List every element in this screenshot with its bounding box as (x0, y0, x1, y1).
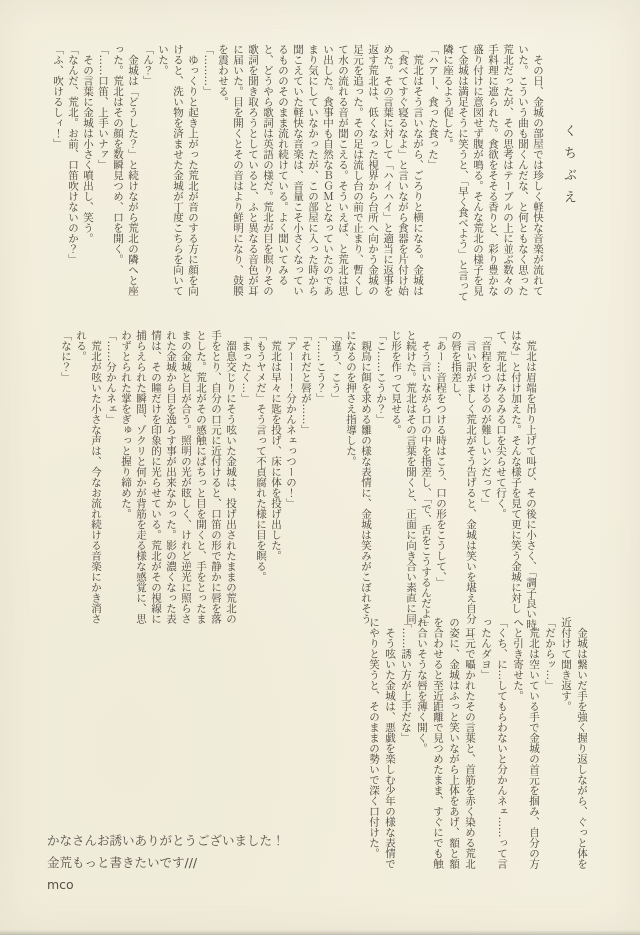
story-paragraph: 「アーーー！分かんネェっつーの！」 (285, 330, 297, 509)
story-paragraph: 金城は「どうした？」と続けながら荒北の隣へと座った。荒北はその顔を数瞬見つめ、口を開く。 (112, 44, 139, 296)
story-paragraph: 「違う、こう」 (330, 330, 342, 404)
story-paragraph: 「ハアー、食った食った」 (427, 44, 439, 170)
story-paragraph: そう言いながら口の中を指差し、「で、舌をこうするんだよ」と続けた。荒北はその言葉を聞くと、正面に向き合い素直に同じ形を作って見せる。 (390, 330, 432, 630)
story-paragraph: 「なに？」 (60, 330, 72, 383)
story-paragraph: 「もうヤメだ」そう言って不貞腐れた様に目を瞑る。 (255, 330, 267, 582)
story-paragraph: 「……誘い方が上手だな」 (400, 617, 412, 743)
story-paragraph: 「だからッ…」 (544, 617, 556, 691)
story-paragraph: 「あー…音程をつける時はこう、口の形をこうして、」 (435, 330, 447, 588)
story-paragraph: 荒北は空いている手で金城の首元を掴み、自分の方へと引き寄せた。 (512, 617, 540, 869)
story-paragraph: 荒北は早々に匙を投げ、床に体を投げ出した。 (270, 330, 282, 561)
story-paragraph: その言葉に金城は小さく噴出し、笑う。 (82, 44, 94, 244)
story-text-band-2 (58, 330, 538, 632)
story-paragraph: そう呟いた金城は、悪戯を楽しむ少年の様な表情でにやりと笑うと、そのままの勢いで深く口付けた。 (368, 617, 396, 869)
story-paragraph: 耳元で囁かれたその言葉と、首筋を赤く染める荒北の姿に、金城はふっと笑いながら上体をあげ、額と額を合わせると至近距離で見つめたまま、すぐにでも触れ合いそうな唇を薄く開く。 (416, 617, 476, 869)
story-paragraph: ゆっくりと起き上がった荒北が音のする方に顔を向けると、洗い物を済ませた金城が丁度こちらを向いていた。 (157, 44, 199, 296)
story-paragraph: 荒北は眉端を吊り上げて叫び、その後に小さく、「調子良い時はな」と付け加えた。そんな様子を見て更に笑う金城に対して、荒北はみるみる口を尖らせて行く。 (495, 330, 537, 630)
story-text-band-3 (366, 617, 590, 871)
story-paragraph: 荒北が呟いた小さな声は、今なお流れ続ける音楽にかき消される。 (75, 330, 102, 624)
story-paragraph: その日、金城の部屋では珍しく軽快な音楽が流れていた。こういう曲も聞くんだな、と何ともなく思った荒北だったが、その思考はテーブルの上に並ぶ数々の手料理に遮られた。食欲をそそる香りと、彩り豊かな盛り付けに意図せず腹が鳴る。そんな荒北の様子を見て金城は満足そうに笑うと、「早く食べよう」と言って隣に座るよう促した。 (442, 44, 544, 302)
story-paragraph: 「ふ、吹けるしィ！」 (52, 44, 64, 149)
story-paragraph: 言い訳がましく荒北がそう告げると、金城は笑いを堪え自分の唇を指差し、 (450, 330, 477, 624)
story-paragraph: 「………」 (202, 44, 214, 97)
story-paragraph: 金城は繋いだ手を強く握り返しながら、ぐっと体を近付けて聞き返す。 (560, 617, 588, 869)
story-paragraph: 「……分かんネェ」 (105, 330, 117, 425)
story-paragraph: 親鳥に餌を求める雛の様な表情に、金城は笑みがこぼれそうになるのを押さえ指導した。 (345, 330, 372, 624)
story-paragraph: 「……口笛、上手いナァ」 (97, 44, 109, 170)
story-paragraph: 「音程をつけるのが難しいンだって」 (480, 330, 492, 509)
afterword-thanks-line: かなさんお誘いありがとうございました！ (47, 833, 285, 848)
story-paragraph: 「……こう？」 (315, 330, 327, 404)
story-text-band-1 (50, 44, 545, 306)
story-paragraph: 「くち、に…してもらわないと分かんネェ……って言ったんダヨ」 (480, 617, 508, 869)
story-paragraph: 荒北はそう言いながら、ごろりと横になる。金城は「食べてすぐ寝るなよ」と言いながら食器を片付け始めた。その言葉に対して「ハイハイ」と適当に返事を返す荒北は、低くなった視界から台所へ向かう金城の足元を追った。その足は流し台の前で止まり、暫くして水の流れる音が聞こえる。そういえば、と荒北は思い出した。食事中も自然なＢＧＭとなっていたのであまり気にしていなかったが、この部屋に入った時から聞こえていた軽快な音楽は、音量こそ小さくなっているもののそのまま流れ続けている。よく聞いてみると、どうやら歌詞は英語の様だ。荒北が目を瞑りその歌詞を聞き取ろうとしていると、ふと異なる音色が耳に届いた。目を開くとその音はより鮮明になり、鼓膜を震わせる。 (217, 44, 424, 296)
story-title: くちぶえ (561, 124, 576, 212)
story-paragraph: 「ん？」 (142, 44, 154, 86)
story-paragraph: 「それだと唇が……」 (300, 330, 312, 435)
story-paragraph: 「まったく…」 (240, 330, 252, 404)
afterword-comment-line: 金荒もっと書きたいです/// (47, 855, 198, 870)
afterword (47, 830, 285, 896)
afterword-signature: mco (47, 877, 74, 892)
story-paragraph: 溜息交じりにそう呟いた金城は、投げ出されたままの荒北の手をとり、自分の口元に近付けると、口笛の形で静かに唇を落とした。荒北がその感触にぱちっと目を開くと、手をとったままの金城と目が合う。照明の光が眩しく、けれど逆光に照らされた金城から目を逸らす事が出来なかった。影の濃くなった表情は、その瞳だけを印象的に光らせている。荒北がその視線に捕らえられた瞬間、ゾクリと何かが背筋を走る様な感覚に、思わずとられた掌をぎゅっと握り締めた。 (120, 330, 237, 624)
story-paragraph: 「なんだ、荒北。お前、口笛吹けないのか？」 (67, 44, 79, 265)
story-paragraph: 「こ……こうか？」 (375, 330, 387, 425)
